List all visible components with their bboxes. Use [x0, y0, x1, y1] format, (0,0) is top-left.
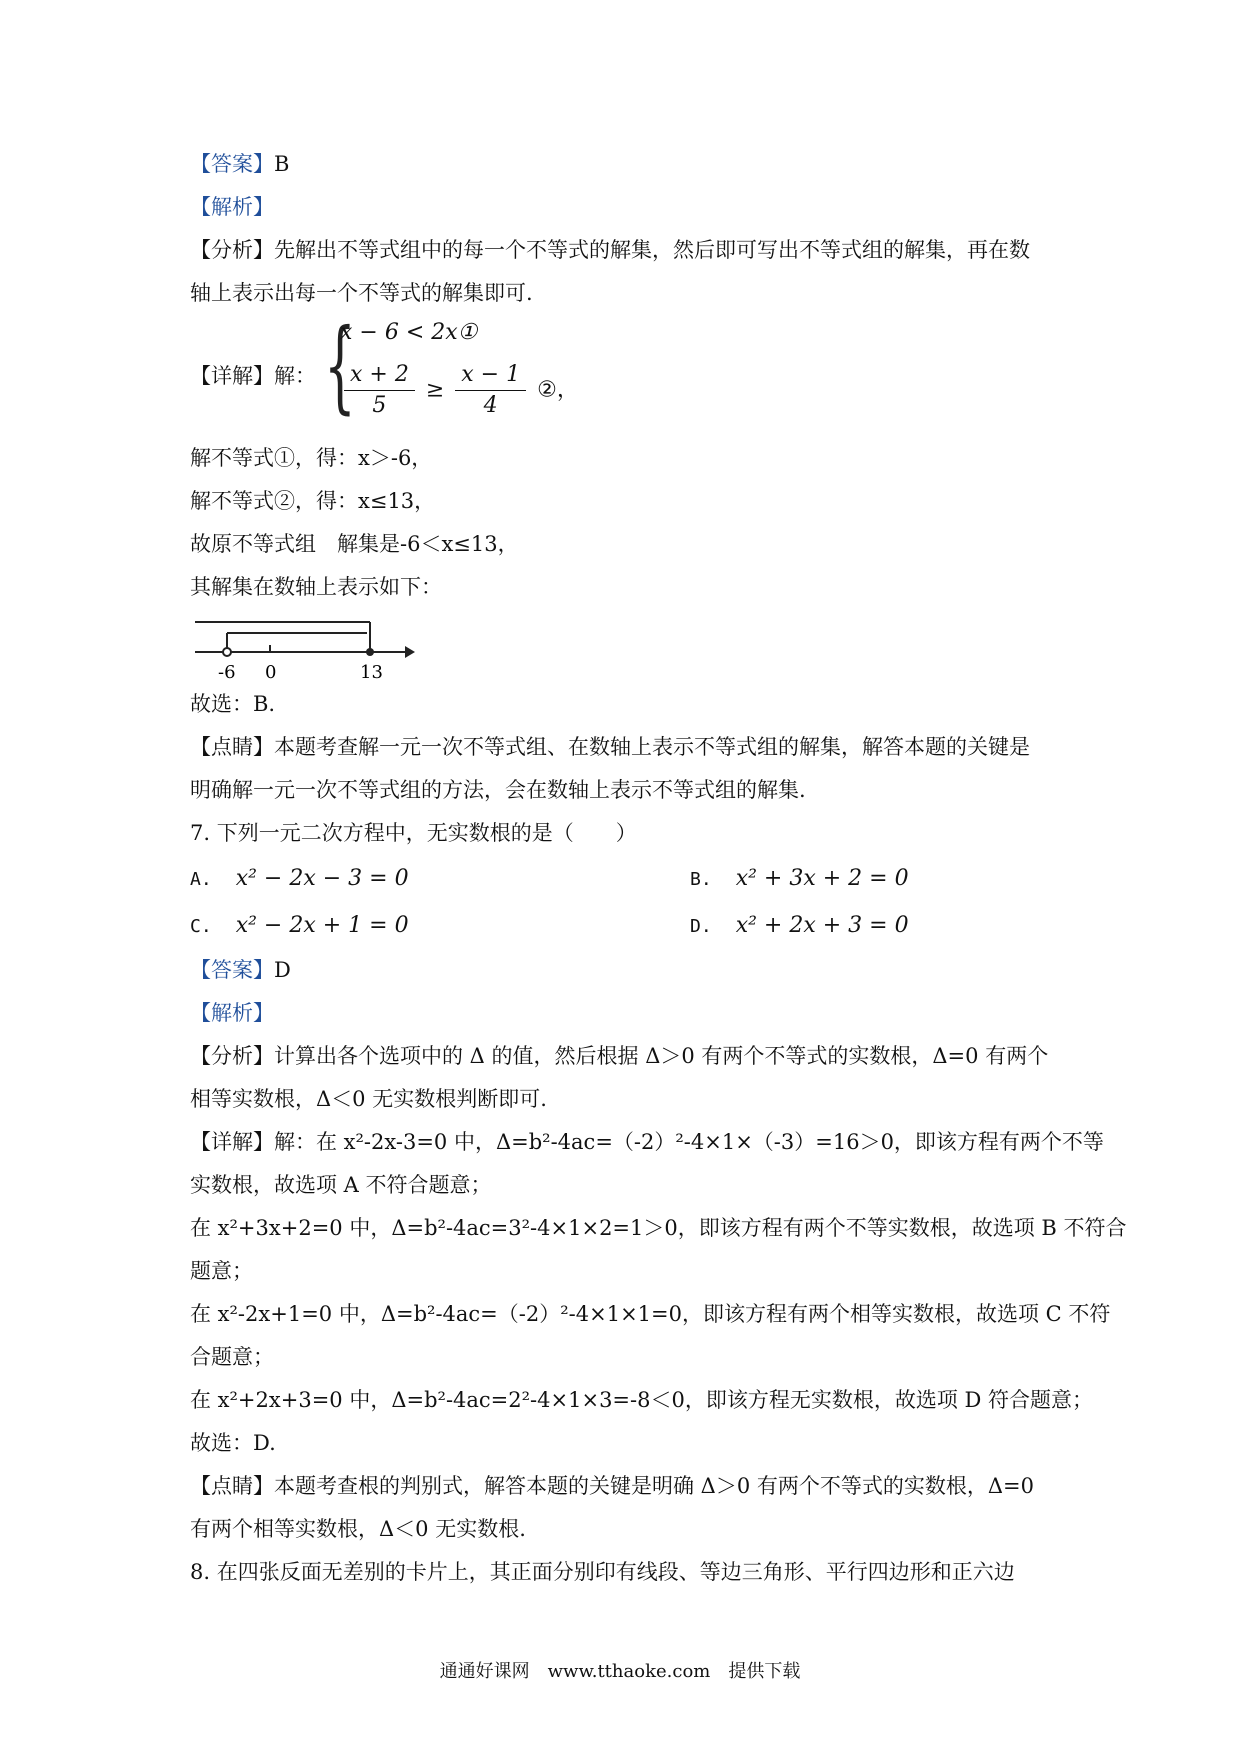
inequality-system [190, 307, 590, 430]
inequality-2 [340, 360, 579, 420]
option-equation: x² + 2x + 3 = 0 [735, 913, 909, 938]
choose-line: 故选：B. [190, 692, 276, 716]
q7-detail-line-3: 在 x²+3x+2=0 中，Δ=b²-4ac=3²-4×1×2=1＞0，即该方程有两个不等实数根，故选项 B 不符合 [190, 1216, 1127, 1240]
step-2: 解不等式②，得：x≤13， [190, 489, 436, 513]
fraction-right [455, 360, 526, 421]
detail-lead: 解： [274, 364, 316, 388]
answer-value: D [274, 958, 291, 982]
option-letter: C. [190, 916, 212, 937]
option-equation: x² − 2x + 1 = 0 [235, 913, 409, 938]
q7-option-a [190, 863, 409, 895]
open-circle-icon [223, 648, 231, 656]
fraction-right-numerator: x − 1 [455, 360, 526, 391]
dianjing-tag: 【点睛】 [190, 1474, 274, 1498]
fenxi-text: 先解出不等式组中的每一个不等式的解集，然后即可写出不等式组的解集，再在数 [274, 238, 1030, 262]
fraction-left [344, 360, 415, 421]
step-1: 解不等式①，得：x＞-6， [190, 446, 433, 470]
q7-fenxi-line [190, 1042, 1048, 1070]
option-letter: B. [690, 869, 712, 890]
q7-choose-line: 故选：D. [190, 1431, 276, 1455]
tick-label-neg6: -6 [218, 662, 236, 683]
q7-detail-line [190, 1128, 1104, 1156]
q7-detail-line-2: 实数根，故选项 A 不符合题意； [190, 1173, 492, 1197]
step-4: 其解集在数轴上表示如下： [190, 575, 442, 599]
q7-dianjing-line-2: 有两个相等实数根，Δ＜0 无实数根. [190, 1517, 526, 1541]
fraction-left-numerator: x + 2 [344, 360, 415, 391]
dianjing-line-2: 明确解一元一次不等式组的方法，会在数轴上表示不等式组的解集. [190, 778, 806, 802]
answer-value: B [274, 152, 290, 176]
filled-circle-icon [366, 648, 374, 656]
inequality-1: x − 6 < 2x① [340, 320, 478, 345]
tick-label-13: 13 [360, 662, 383, 683]
number-line-figure [190, 615, 430, 685]
fenxi-tag: 【分析】 [190, 1044, 274, 1068]
option-letter: A. [190, 869, 212, 890]
answer-tag: 【答案】 [190, 152, 274, 176]
q7-option-d [690, 910, 909, 942]
q7-detail-line-7: 在 x²+2x+3=0 中，Δ=b²-4ac=2²-4×1×3=-8＜0，即该方程无实数根，故选项 D 符合题意； [190, 1388, 1094, 1412]
fenxi-line [190, 236, 1030, 264]
answer-line [190, 150, 289, 178]
detail-text: 解：在 x²-2x-3=0 中，Δ=b²-4ac=（-2）²-4×1×（-3）=16＞0，即该方程有两个不等 [274, 1130, 1104, 1154]
tick-label-0: 0 [265, 662, 277, 683]
q7-detail-line-5: 在 x²-2x+1=0 中，Δ=b²-4ac=（-2）²-4×1×1=0，即该方程有两个相等实数根，故选项 C 不符 [190, 1302, 1111, 1326]
inequality-2-mark: ②， [537, 377, 579, 403]
dianjing-text: 本题考查解一元一次不等式组、在数轴上表示不等式组的解集，解答本题的关键是 [274, 735, 1030, 759]
option-letter: D. [690, 916, 712, 937]
q7-detail-line-4: 题意； [190, 1259, 253, 1283]
q7-answer-line [190, 956, 291, 984]
fraction-right-denominator: 4 [483, 393, 498, 418]
page-footer: 通通好课网 www.tthaoke.com 提供下载 [439, 1661, 801, 1682]
option-equation: x² − 2x − 3 = 0 [235, 866, 409, 891]
fraction-left-denominator: 5 [372, 393, 387, 418]
q7-stem: 7. 下列一元二次方程中，无实数根的是（ ） [190, 821, 637, 845]
fenxi-text: 计算出各个选项中的 Δ 的值，然后根据 Δ＞0 有两个不等式的实数根，Δ=0 有两个 [274, 1044, 1049, 1068]
q7-analysis-tag: 【解析】 [190, 1001, 274, 1025]
dianjing-text: 本题考查根的判别式，解答本题的关键是明确 Δ＞0 有两个不等式的实数根，Δ=0 [274, 1474, 1034, 1498]
fenxi-line-2: 轴上表示出每一个不等式的解集即可. [190, 281, 533, 305]
detail-tag: 【详解】 [190, 364, 274, 388]
q7-fenxi-line-2: 相等实数根，Δ＜0 无实数根判断即可. [190, 1087, 547, 1111]
q7-detail-line-6: 合题意； [190, 1345, 274, 1369]
step-3: 故原不等式组 解集是-6＜x≤13， [190, 532, 519, 556]
inequality-operator: ≥ [425, 377, 445, 403]
q7-option-b [690, 863, 909, 895]
q7-option-c [190, 910, 409, 942]
dianjing-line [190, 733, 1030, 761]
detail-tag: 【详解】 [190, 1130, 274, 1154]
axis-arrow-icon [405, 646, 415, 658]
analysis-tag: 【解析】 [190, 195, 274, 219]
answer-tag: 【答案】 [190, 958, 274, 982]
left-brace-icon: { [324, 307, 356, 424]
q7-dianjing-line [190, 1472, 1034, 1500]
q8-stem: 8. 在四张反面无差别的卡片上，其正面分别印有线段、等边三角形、平行四边形和正六边 [190, 1560, 1015, 1584]
option-equation: x² + 3x + 2 = 0 [735, 866, 909, 891]
fenxi-tag: 【分析】 [190, 238, 274, 262]
dianjing-tag: 【点睛】 [190, 735, 274, 759]
